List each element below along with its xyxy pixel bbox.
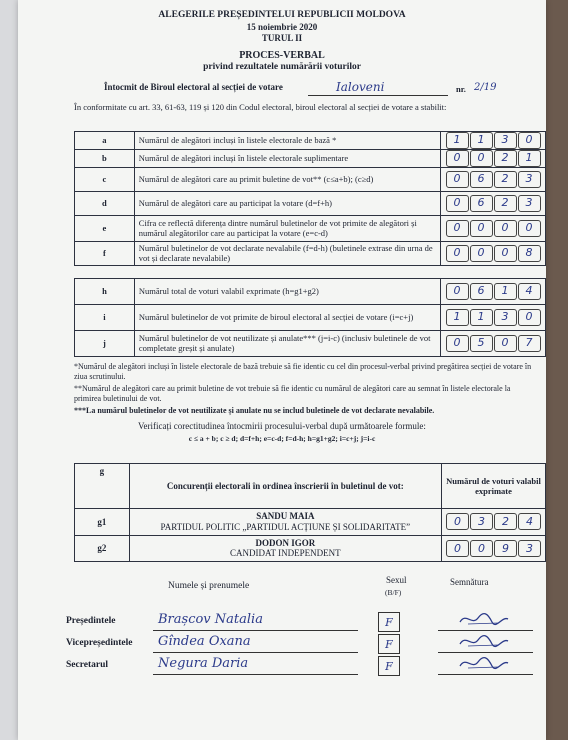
table-row xyxy=(75,279,546,305)
results-table-top xyxy=(74,131,546,266)
row-description: Numărul buletinelor de vot neutilizate și anulate*** (j=i-c) (inclusiv buletinele de vot completate greșit și anulate) xyxy=(134,331,440,357)
digit-boxes xyxy=(446,540,541,557)
signature-sign-header: Semnătura xyxy=(450,577,489,587)
digit-box[interactable]: 0 xyxy=(446,513,469,530)
results-table-bottom xyxy=(74,278,546,357)
row-key: f xyxy=(75,242,135,266)
signature-line xyxy=(438,674,533,675)
digit-boxes xyxy=(445,283,541,300)
digit-boxes xyxy=(445,150,541,167)
handwritten-signature xyxy=(458,632,510,650)
signature-name[interactable]: Negura Daria xyxy=(158,656,249,671)
digit-box[interactable]: 4 xyxy=(518,283,541,300)
table-row xyxy=(75,216,546,242)
row-value xyxy=(441,279,546,305)
sex-box[interactable]: F xyxy=(378,634,400,654)
row-value xyxy=(441,192,546,216)
row-key: b xyxy=(75,150,135,168)
election-round: TURUL II xyxy=(261,33,303,43)
row-description: Numărul total de voturi valabil exprimate (h=g1+g2) xyxy=(134,279,440,305)
votes-header: Numărul de voturi valabil exprimate xyxy=(441,464,545,509)
digit-box[interactable]: 3 xyxy=(494,132,517,149)
digit-box[interactable]: 6 xyxy=(470,171,493,188)
digit-box[interactable]: 2 xyxy=(494,171,517,188)
digit-box[interactable]: 0 xyxy=(470,245,493,262)
digit-box[interactable]: 3 xyxy=(494,309,517,326)
digit-box[interactable]: 8 xyxy=(518,245,541,262)
digit-box[interactable]: 0 xyxy=(446,220,469,237)
candidate-party: CANDIDAT INDEPENDENT xyxy=(230,548,341,559)
footnote-1: *Numărul de alegători incluși în listele electorale de bază trebuie să fie identic cu cel din procesul-verbal privind pregătirea secției de votare în ziua scrutinului. xyxy=(74,362,532,381)
locality-underline xyxy=(308,95,448,96)
table-row xyxy=(75,305,546,331)
conformity-statement: În conformitate cu art. 33, 61-63, 119 și 120 din Codul electoral, biroul electoral al secției de votare a stabilit: xyxy=(74,102,447,112)
row-value xyxy=(441,331,546,357)
row-value xyxy=(441,242,546,266)
sex-box[interactable]: F xyxy=(378,612,400,632)
digit-boxes xyxy=(445,245,541,262)
row-key: i xyxy=(75,305,135,331)
handwritten-signature xyxy=(458,654,510,672)
row-key: j xyxy=(75,331,135,357)
digit-box[interactable]: 1 xyxy=(446,132,469,149)
digit-box[interactable]: 1 xyxy=(518,150,541,167)
row-key: e xyxy=(75,216,135,242)
digit-box[interactable]: 3 xyxy=(518,171,541,188)
digit-box[interactable]: 3 xyxy=(518,540,541,557)
digit-boxes xyxy=(445,195,541,212)
digit-box[interactable]: 0 xyxy=(470,540,493,557)
name-line xyxy=(153,674,358,675)
signature-sex-header: Sexul xyxy=(386,575,407,585)
verification-title: Verificați corectitudinea întocmirii procesului-verbal după următoarele formule: xyxy=(138,421,426,431)
digit-boxes xyxy=(446,513,541,530)
locality-handwritten: Ialoveni xyxy=(336,80,385,94)
digit-box[interactable]: 1 xyxy=(446,309,469,326)
candidate-key: g1 xyxy=(75,509,130,536)
digit-box[interactable]: 0 xyxy=(494,245,517,262)
digit-box[interactable]: 3 xyxy=(518,195,541,212)
row-description: Numărul de alegători incluși în listele electorale de bază * xyxy=(134,132,440,150)
signature-role: Secretarul xyxy=(66,660,109,670)
digit-box[interactable]: 0 xyxy=(494,335,517,352)
table-row xyxy=(75,331,546,357)
row-description: Numărul de alegători care au primit buletine de vot** (c≤a+b); (c≥d) xyxy=(134,168,440,192)
digit-box[interactable]: 3 xyxy=(470,513,493,530)
digit-box[interactable]: 9 xyxy=(494,540,517,557)
candidates-header: Concurenții electorali în ordinea înscrierii în buletinul de vot: xyxy=(129,464,441,509)
candidate-row xyxy=(75,535,546,562)
footnote-2: **Numărul de alegători care au primit buletine de vot trebuie să fie identic cu numărul de alegători care au semnat în listele electorale la primirea buletinului de vot. xyxy=(74,384,511,403)
digit-box[interactable]: 0 xyxy=(446,245,469,262)
protocol-document xyxy=(18,0,546,740)
election-title: ALEGERILE PREȘEDINTELUI REPUBLICII MOLDOVA xyxy=(158,10,406,20)
digit-box[interactable]: 0 xyxy=(446,195,469,212)
signature-role: Președintele xyxy=(66,616,116,626)
table-row xyxy=(75,132,546,150)
handwritten-signature xyxy=(458,610,510,628)
row-key: a xyxy=(75,132,135,150)
digit-box[interactable]: 5 xyxy=(470,335,493,352)
issued-by-label: Întocmit de Biroul electoral al secției de votare xyxy=(104,82,283,92)
digit-box[interactable]: 6 xyxy=(470,195,493,212)
row-description: Numărul de alegători incluși în listele electorale suplimentare xyxy=(134,150,440,168)
digit-box[interactable]: 1 xyxy=(470,132,493,149)
signature-role: Vicepreședintele xyxy=(66,638,133,648)
election-date: 15 noiembrie 2020 xyxy=(246,22,318,32)
digit-boxes xyxy=(445,335,541,352)
row-value xyxy=(441,305,546,331)
table-row xyxy=(75,192,546,216)
digit-box[interactable]: 0 xyxy=(494,220,517,237)
digit-box[interactable]: 2 xyxy=(494,195,517,212)
table-row xyxy=(75,150,546,168)
digit-box[interactable]: 0 xyxy=(470,150,493,167)
row-value xyxy=(441,168,546,192)
candidate-key: g2 xyxy=(75,535,130,562)
digit-box[interactable]: 2 xyxy=(494,150,517,167)
candidate-row xyxy=(75,509,546,536)
candidate-name: DODON IGOR xyxy=(255,537,316,548)
section-number-value: 2/19 xyxy=(474,82,497,93)
candidates-table xyxy=(74,463,546,562)
signature-name[interactable]: Brașcov Natalia xyxy=(158,612,263,627)
row-value xyxy=(441,150,546,168)
digit-box[interactable]: 1 xyxy=(470,309,493,326)
candidate-name: SANDU MAIA xyxy=(256,511,315,521)
digit-box[interactable]: 0 xyxy=(446,171,469,188)
row-key: c xyxy=(75,168,135,192)
footnotes xyxy=(74,362,536,418)
signature-sex-subheader: (B/F) xyxy=(385,588,402,597)
row-value xyxy=(441,216,546,242)
digit-box[interactable]: 6 xyxy=(470,283,493,300)
digit-box[interactable]: 0 xyxy=(518,220,541,237)
digit-box[interactable]: 2 xyxy=(494,513,517,530)
digit-box[interactable]: 0 xyxy=(446,283,469,300)
signature-name[interactable]: Gîndea Oxana xyxy=(158,634,251,649)
candidate-votes xyxy=(441,535,545,562)
digit-boxes xyxy=(445,132,541,149)
verification-formula: c ≤ a + b; c ≥ d; d=f+h; e=c-d; f=d-h; h=g1+g2; i=c+j; j=i-c xyxy=(188,434,376,443)
digit-box[interactable]: 0 xyxy=(446,335,469,352)
section-number-label: nr. xyxy=(456,84,466,94)
signature-line xyxy=(438,630,533,631)
digit-box[interactable]: 0 xyxy=(446,150,469,167)
signature-line xyxy=(438,652,533,653)
digit-box[interactable]: 0 xyxy=(518,309,541,326)
digit-box[interactable]: 0 xyxy=(518,132,541,149)
digit-boxes xyxy=(445,220,541,237)
candidates-key-header: g xyxy=(75,464,130,509)
document-subtitle: privind rezultatele numărării voturilor xyxy=(203,62,361,72)
footnote-3: ***La numărul buletinelor de vot neutilizate și anulate nu se includ buletinele de vot declarate nevalabile. xyxy=(74,406,435,415)
digit-box[interactable]: 0 xyxy=(446,540,469,557)
candidate-cell xyxy=(129,535,441,562)
candidate-cell xyxy=(129,509,441,536)
row-description: Cifra ce reflectă diferența dintre numărul buletinelor de vot primite de alegători și numărul alegătorilor care au participat la votare (e=c-d) xyxy=(134,216,440,242)
sex-box[interactable]: F xyxy=(378,656,400,676)
digit-box[interactable]: 4 xyxy=(518,513,541,530)
table-row xyxy=(75,168,546,192)
candidate-party: PARTIDUL POLITIC „PARTIDUL ACȚIUNE ȘI SOLIDARITATE” xyxy=(160,521,411,532)
signature-name-header: Numele și prenumele xyxy=(168,581,250,591)
row-description: Numărul buletinelor de vot primite de biroul electoral al secției de votare (i=c+j) xyxy=(134,305,440,331)
digit-boxes xyxy=(445,171,541,188)
row-description: Numărul de alegători care au participat la votare (d=f+h) xyxy=(134,192,440,216)
digit-boxes xyxy=(445,309,541,326)
table-row xyxy=(75,242,546,266)
row-key: d xyxy=(75,192,135,216)
digit-box[interactable]: 7 xyxy=(518,335,541,352)
row-key: h xyxy=(75,279,135,305)
digit-box[interactable]: 0 xyxy=(470,220,493,237)
candidate-votes xyxy=(441,509,545,536)
row-value xyxy=(441,132,546,150)
name-line xyxy=(153,652,358,653)
digit-box[interactable]: 1 xyxy=(494,283,517,300)
document-title: PROCES-VERBAL xyxy=(239,50,325,61)
name-line xyxy=(153,630,358,631)
row-description: Numărul buletinelor de vot declarate nevalabile (f=d-h) (buletinele extrase din urna de vot și declarate nevalabile) xyxy=(134,242,440,266)
